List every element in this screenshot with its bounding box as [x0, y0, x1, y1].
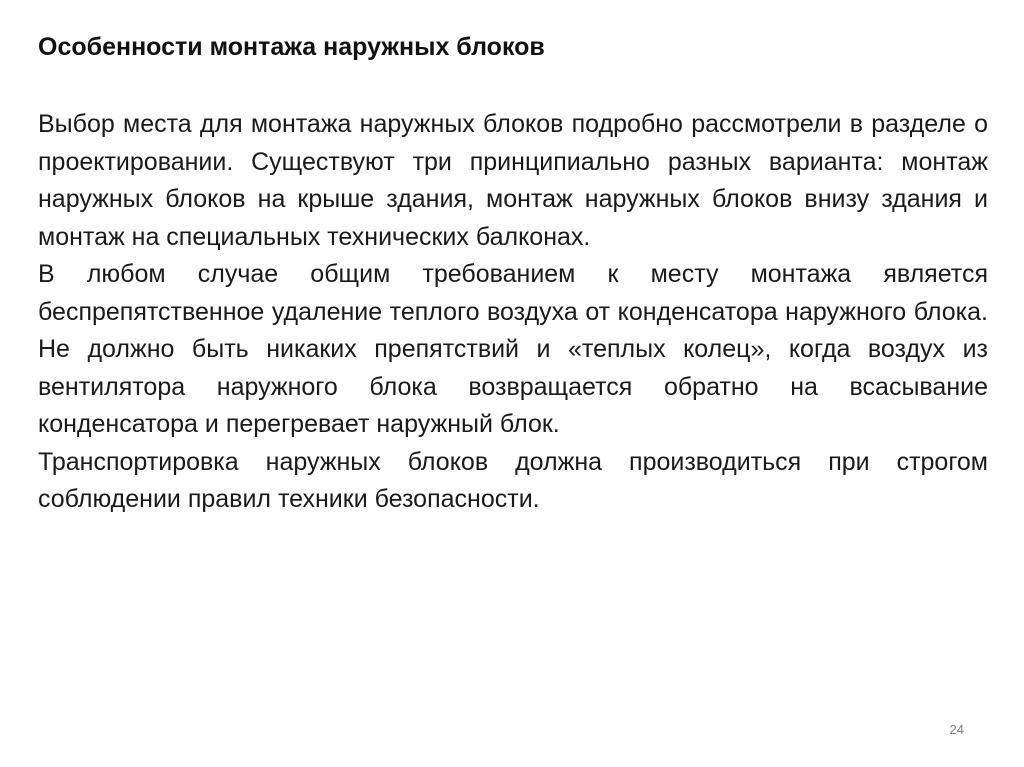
paragraph-location-choice: Выбор места для монтажа наружных блоков подробно рассмотрели в разделе о проектировании. Существуют три принципиально разных варианта: монтаж наружных блоков на крыше здания, монтаж наружных блоков внизу здания и монтаж на специальных технических балконах.: [38, 110, 988, 251]
paragraph-transportation: Транспортировка наружных блоков должна производиться при строгом соблюдении правил техники безопасности.: [38, 447, 988, 513]
paragraph-warm-air-removal: В любом случае общим требованием к месту монтажа является беспрепятственное удаление теплого воздуха от конденсатора наружного блока. Не должно быть никаких препятствий и «теплых колец», когда воздух из вентилятора наружного блока возвращается обратно на всасывание конденсатора и перегревает наружный блок.: [38, 260, 988, 438]
page-number: 24: [949, 722, 964, 737]
slide-body: [38, 106, 988, 519]
slide-title: Особенности монтажа наружных блоков: [38, 33, 545, 61]
